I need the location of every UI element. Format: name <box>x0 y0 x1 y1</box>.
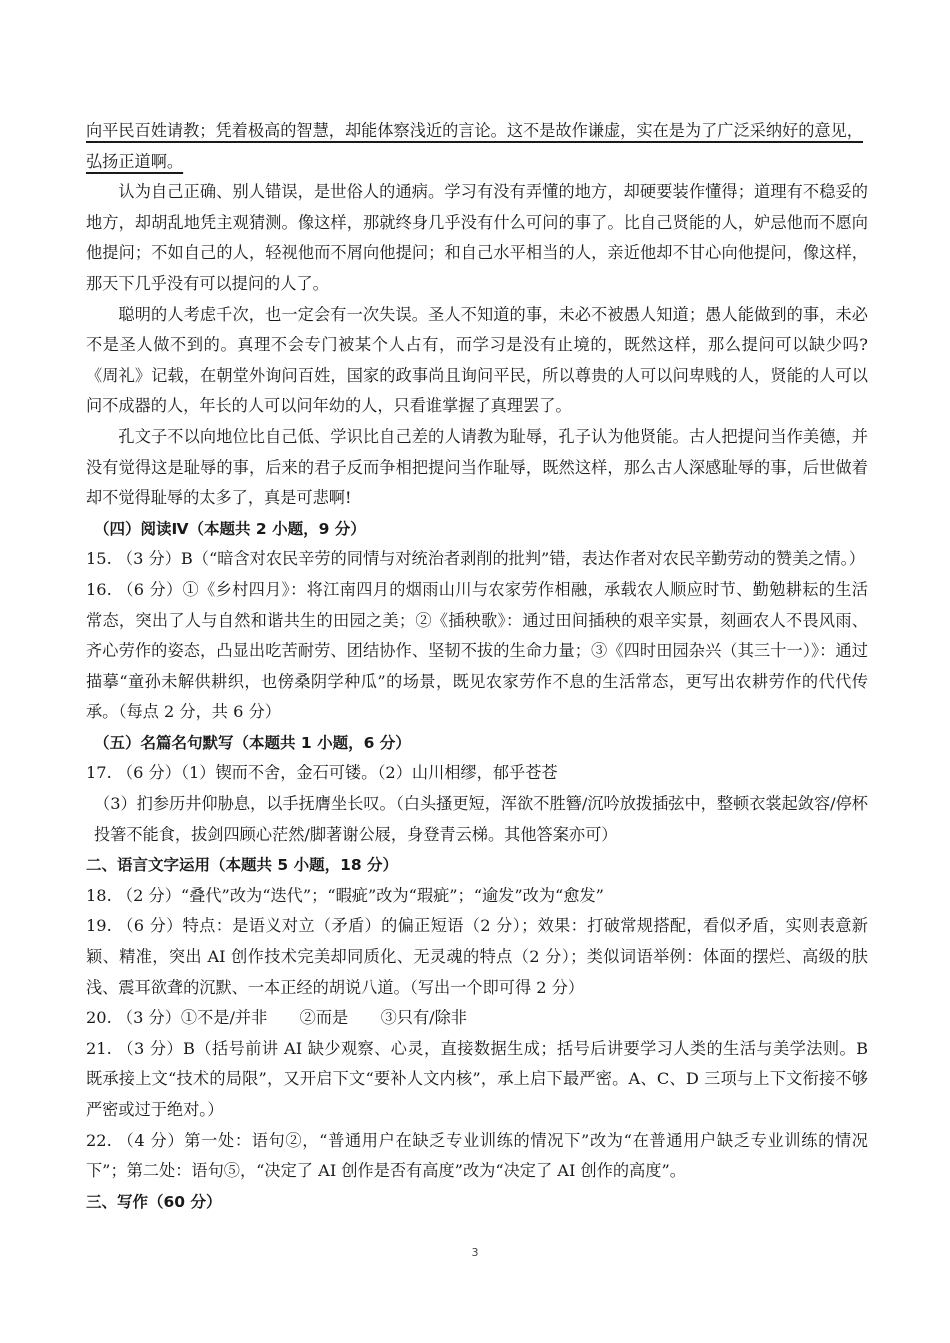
answer-q17-part2: （3）扪参历井仰胁息，以手抚膺坐长叹。（白头搔更短，浑欲不胜簪/沉吟放拨插弦中，整顿衣裳起敛容/停杯投箸不能食，拔剑四顾心茫然/脚著谢公屐，身登青云梯。其他答案亦可） <box>94 794 868 844</box>
answer-q17-part1: 17. （6 分）（1）锲而不舍，金石可镂。（2）山川相缪，郁乎苍苍 <box>86 763 558 783</box>
document-body <box>86 116 868 1217</box>
section-heading-recitation: （五）名篇名句默写（本题共 1 小题，6 分） <box>94 733 411 752</box>
section-heading-reading-4: （四）阅读Ⅳ（本题共 2 小题，9 分） <box>94 519 366 538</box>
answer-q15: 15. （3 分）B（“暗含对农民辛劳的同情与对统治者剥削的批判”错，表达作者对农民辛勤劳动的赞美之情。） <box>86 549 865 569</box>
translation-paragraph: 认为自己正确、别人错误，是世俗人的通病。学习有没有弄懂的地方，却硬要装作懂得；道理有不稳妥的地方，却胡乱地凭主观猜测。像这样，那就终身几乎没有什么可问的事了。比自己贤能的人，妒忌他而不愿向他提问；不如自己的人，轻视他而不屑向他提问；和自己水平相当的人，亲近他却不甘心向他提问，像这样，那天下几乎没有可以提问的人了。 <box>86 182 868 293</box>
translation-paragraph: 聪明的人考虑千次，也一定会有一次失误。圣人不知道的事，未必不被愚人知道；愚人能做到的事，未必不是圣人做不到的。真理不会专门被某个人占有，而学习是没有止境的，既然这样，那么提问可以缺少吗?《周礼》记载，在朝堂外询问百姓，国家的政事尚且询问平民，所以尊贵的人可以问卑贱的人，贤能的人可以问不成器的人，年长的人可以问年幼的人，只看谁掌握了真理罢了。 <box>86 304 868 416</box>
answer-q21: 21. （3 分）B（括号前讲 AI 缺少观察、心灵，直接数据生成；括号后讲要学习人类的生活与美学法则。B 既承接上文“技术的局限”，又开启下文“要补人文内核”，承上启下最严密。A、C、D 三项与上下文衔接不够严密或过于绝对。） <box>86 1038 868 1119</box>
section-heading-writing: 三、写作（60 分） <box>86 1192 222 1211</box>
translation-line-underlined: 向平民百姓请教；凭着极高的智慧，却能体察浅近的言论。这不是故作谦虚，实在是为了广泛采纳好的意见， <box>86 121 863 140</box>
answer-q19: 19. （6 分）特点：是语义对立（矛盾）的偏正短语（2 分）；效果：打破常规搭配，看似矛盾，实则表意新颖、精准，突出 AI 创作技术完美却同质化、无灵魂的特点（2 分）；类似词语举例：体面的摆烂、高级的肤浅、震耳欲聋的沉默、一本正经的胡说八道。（写出一个即可得 2 分） <box>86 916 868 997</box>
answer-q22: 22. （4 分）第一处：语句②，“普通用户在缺乏专业训练的情况下”改为“在普通用户缺乏专业训练的情况下”；第二处：语句⑤，“决定了 AI 创作是否有高度”改为“决定了 AI 创作的高度”。 <box>86 1130 868 1181</box>
section-heading-language-use: 二、语言文字运用（本题共 5 小题，18 分） <box>86 856 399 875</box>
translation-line-underlined: 弘扬正道啊。 <box>86 151 184 171</box>
page-number: 3 <box>471 1246 479 1259</box>
answer-q18: 18. （2 分）“叠代”改为“迭代”；“暇疵”改为“瑕疵”；“逾发”改为“愈发” <box>86 885 604 905</box>
answer-q20: 20. （3 分）①不是/并非 ②而是 ③只有/除非 <box>86 1008 467 1028</box>
translation-paragraph: 孔文子不以向地位比自己低、学识比自己差的人请教为耻辱，孔子认为他贤能。古人把提问当作美德，并没有觉得这是耻辱的事，后来的君子反而争相把提问当作耻辱，既然这样，那么古人深感耻辱的事，后世做着却不觉得耻辱的太多了，真是可悲啊! <box>86 426 868 508</box>
answer-q16: 16. （6 分）①《乡村四月》：将江南四月的烟雨山川与农家劳作相融，承载农人顺应时节、勤勉耕耘的生活常态，突出了人与自然和谐共生的田园之美；②《插秧歌》：通过田间插秧的艰辛实景，刻画农人不畏风雨、齐心劳作的姿态，凸显出吃苦耐劳、团结协作、坚韧不拔的生命力量；③《四时田园杂兴（其三十一）》：通过描摹“童孙未解供耕织，也傍桑阴学种瓜”的场景，既见农家劳作不息的生活常态，更写出农耕劳作的代代传承。（每点 2 分，共 6 分） <box>86 579 868 722</box>
